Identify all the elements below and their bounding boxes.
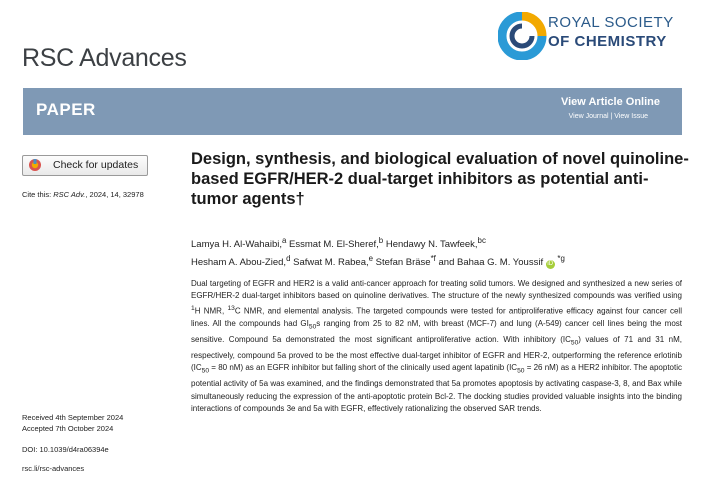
check-for-updates-button[interactable] [22,155,148,176]
journal-url[interactable]: rsc.li/rsc-advances [22,464,85,473]
abstract: Dual targeting of EGFR and HER2 is a valid anti-cancer approach for treating solid tumors. We designed and synthesized a new series of EGFR/HER-2 dual-target inhibitors based on quinoline derivatives. The structure of the newly synthesized compounds was verified using $^1$H NMR, $^{13}$C NMR, and elemental analysis. The targeted compounds were tested for antiproliferative efficacy against four cancer cell lines. All the compounds had $GI_{50}s$ ranging from 25 to 82 nM, with breast (MCF-7) and lung (A-549) cancer cell lines being the most sensitive. Compound 5a demonstrated the most significant antiproliferative action. With inhibitory $(IC_{50})$ values of 71 and 31 nM, respectively, compound 5a proved to be the most effective dual-target inhibitor of EGFR and HER-2, outperforming the reference erlotinib ($IC_{50} = 80$ nM) as an EGFR inhibitor but falling short of the clinically used agent lapatinib ($IC_{50} = 26$ nM) as a HER2 inhibitor. The apoptotic potential activity of 5a was examined, and the findings demonstrated that 5a promotes apoptosis by activating caspase-3, 8, and Bax while simultaneously reducing the expression of the anti-apoptotic protein Bcl-2. The docking studies provided valuable insights into the binding interactions of compounds 3e and 5a with EGFR, effectively rationalizing the observed SAR trends. [191,279,683,414]
publisher-line2: OF CHEMISTRY [548,33,667,50]
journal-name: RSC Advances [22,44,187,72]
view-journal-issue-links[interactable]: View Journal | View Issue [568,113,648,120]
article-type-banner [23,88,682,135]
citation: Cite this: RSC Adv., 2024, 14, 32978 [22,190,144,199]
article-type-label: PAPER [36,100,96,119]
author-list: Lamya H. Al-Wahaibi,$^a$ Essmat M. El-Sheref,$^b$ Hendawy N. Tawfeek,$^{bc}$ Hesham A. Abou-Zied,$^d$ Safwat M. Rabea,$^e$ Stefan Bräse$^{*f}$ and Bahaa G. M. Youssif iD $^{*g}$ [191,236,565,269]
check-for-updates-label: Check for updates [53,159,139,171]
view-article-online-link[interactable]: View Article Online [560,96,660,108]
publisher-line1: ROYAL SOCIETY [548,14,674,31]
doi[interactable]: DOI: 10.1039/d4ra06394e [22,445,109,454]
accepted-date: Accepted 7th October 2024 [22,424,114,433]
received-date: Received 4th September 2024 [22,413,124,422]
crossmark-icon [29,159,41,171]
article-title: Design, synthesis, and biological evaluation of novel quinoline-based EGFR/HER-2 dual-target inhibitors as potential anti-tumor agents† [191,150,689,208]
